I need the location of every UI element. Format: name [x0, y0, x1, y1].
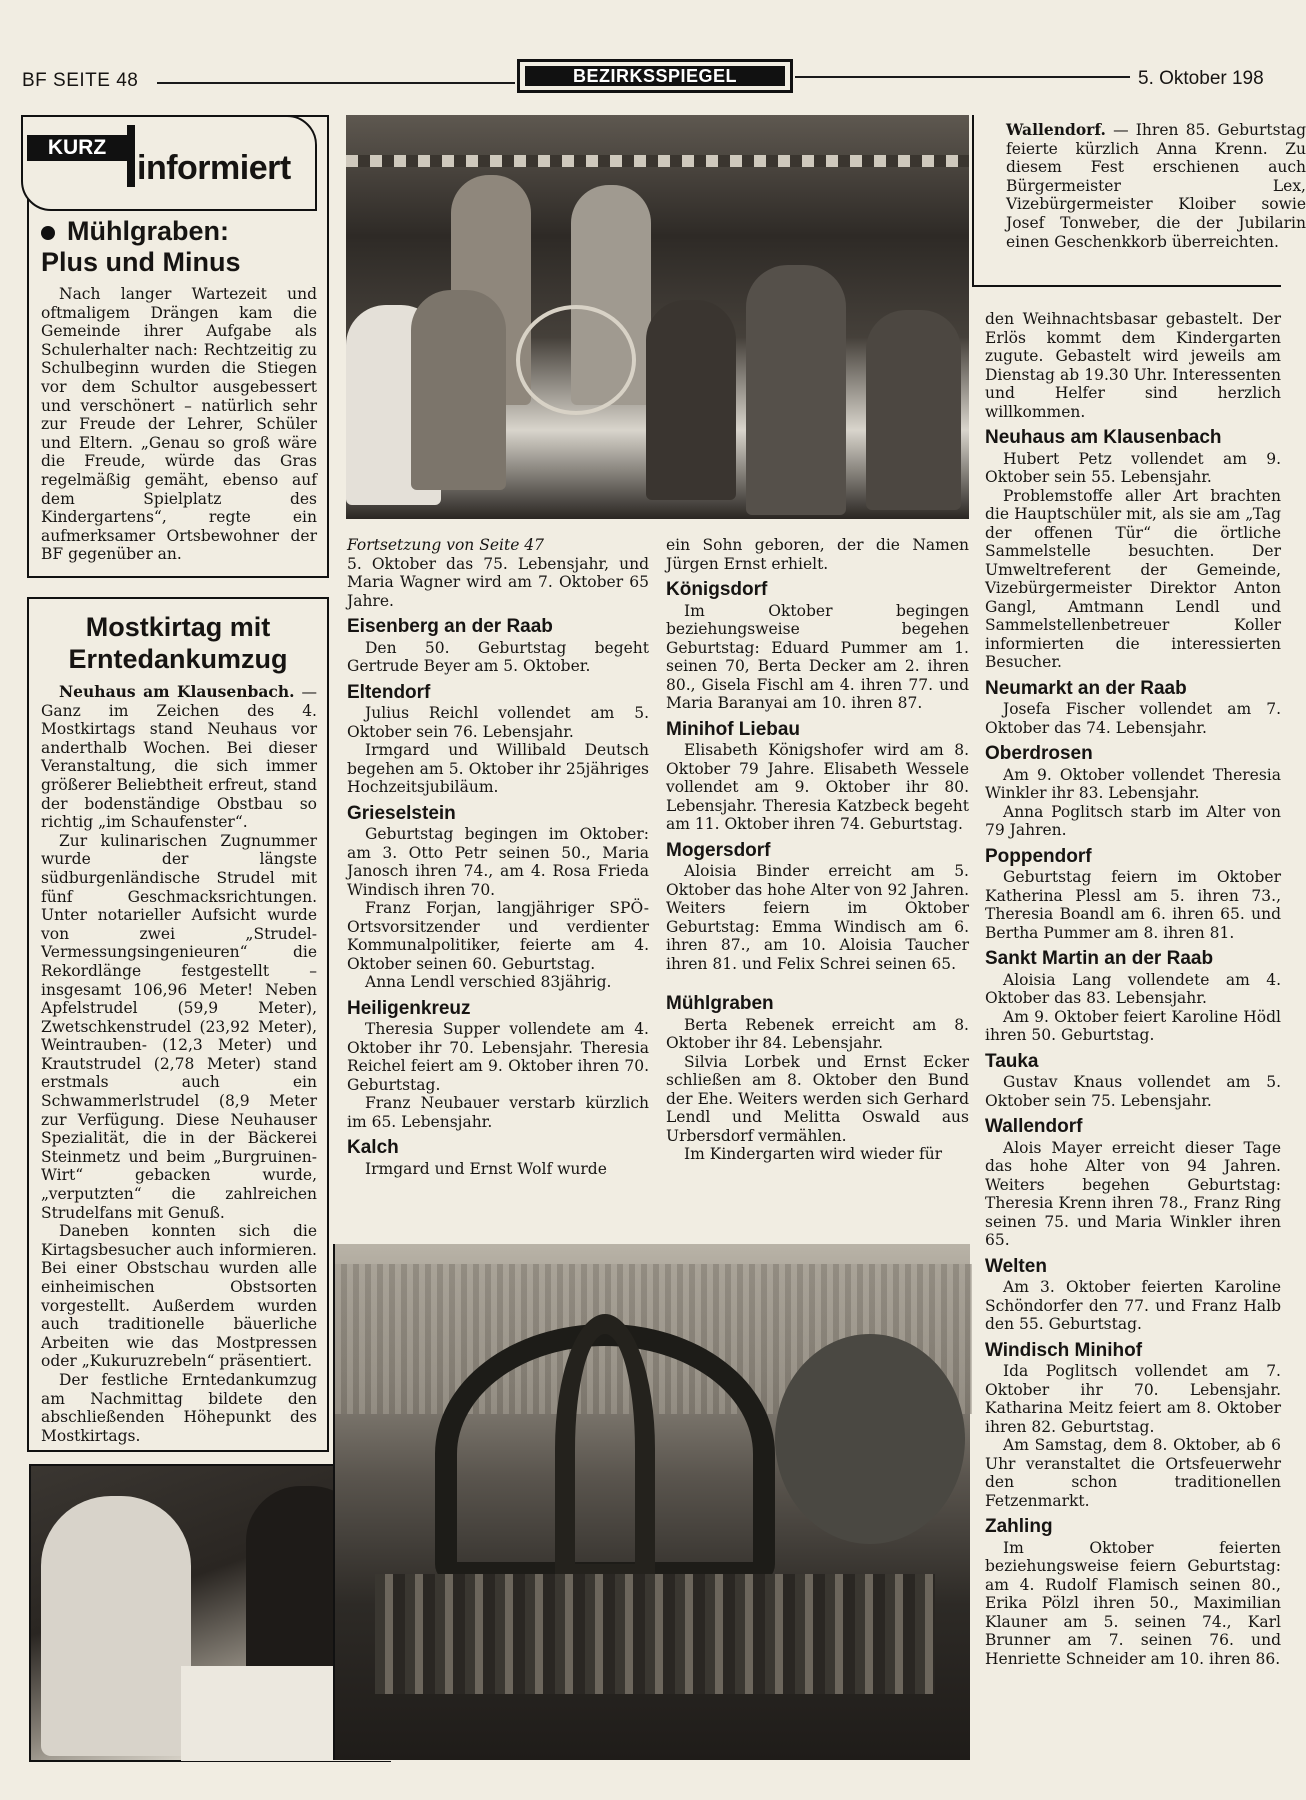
kurz-tag: KURZ	[27, 135, 127, 161]
section-paragraph: Anna Lendl verschied 83jährig.	[365, 973, 612, 991]
section-paragraph: Am Samstag, dem 8. Oktober, ab 6 Uhr veranstaltet die Ortsfeuerwehr den schon traditionellen Fetzenmarkt.	[985, 1436, 1281, 1510]
section-paragraph: Aloisia Lang vollendete am 4. Oktober das 83. Lebensjahr.	[985, 970, 1281, 1007]
section-heading-eltendorf: Eltendorf	[347, 681, 431, 703]
section-paragraph: Berta Rebenek erreicht am 8. Oktober ihr 84. Lebensjahr.	[666, 1015, 969, 1052]
col2-intro: 5. Oktober das 75. Lebensjahr, und Maria Wagner wird am 7. Oktober 65 Jahre.	[347, 554, 649, 610]
section-paragraph: Den 50. Geburtstag begeht Gertrude Beyer am 5. Oktober.	[347, 638, 649, 675]
section-heading-sankt-martin: Sankt Martin an der Raab	[985, 948, 1214, 969]
continuation-caption: Fortsetzung von Seite 47	[347, 536, 545, 554]
section-paragraph: Geburtstag begingen im Oktober: am 3. Otto Petr seinen 50., Maria Janosch ihren 74., am 4. Rosa Frieda Windisch ihren 70.	[347, 825, 649, 899]
section-paragraph: Am 3. Oktober feierten Karoline Schöndorfer den 77. und Franz Halb den 55. Geburtstag.	[985, 1278, 1281, 1333]
group-portrait-photo	[346, 115, 969, 519]
column-4	[985, 310, 1281, 1770]
kurz-headline: Mühlgraben: Plus und Minus	[41, 216, 241, 277]
kurz-bar	[127, 125, 135, 187]
kurz-paragraph: Nach langer Wartezeit und oftmaligem Drängen kam die Gemeinde ihrer Aufgabe als Schulerhalter nach: Rechtzeitig zu Schulbeginn wurden die Stiegen vor dem Schultor ausgebessert und verschönert – natürlich sehr zur Freude der Lehrer, Schüler und Eltern. „Genau so groß wäre die Freude, würde das Gras regelmäßig gemäht, ebenso auf dem Spielplatz des Kindergartens“, regte ein aufmerksamer Ortsbewohner der BF gegenüber an.	[41, 285, 317, 564]
decorated-wagon	[375, 1574, 935, 1694]
section-paragraph: Im Oktober feierten beziehungsweise feiern Geburtstag: am 4. Rudolf Flamisch seinen 80., Erika Pölzl ihren 50., Maximilian Klauner am 5. seinen 74., Karl Brunner am 7. seinen 76. und Henriette Schneider am 10. ihren 86.	[985, 1538, 1281, 1668]
section-heading-poppendorf: Poppendorf	[985, 845, 1092, 867]
section-heading-neuhaus: Neuhaus am Klausenbach	[985, 427, 1222, 448]
section-heading-kalch: Kalch	[347, 1137, 399, 1158]
tile-border	[346, 155, 969, 167]
wallendorf-box-body	[1006, 121, 1306, 251]
section-paragraph: Franz Neubauer verstarb kürzlich im 65. Lebensjahr.	[347, 1094, 649, 1131]
mostkirtag-body	[41, 683, 317, 1445]
section-paragraph: Am 9. Oktober feiert Karoline Hödl ihren 50. Geburtstag.	[985, 1007, 1281, 1044]
section-paragraph: Problemstoffe aller Art brachten die Hauptschüler mit, als sie am „Tag der offenen Tür“ die örtliche Sammelstelle besuchten. Der Umweltreferent der Gemeinde, Vizebürgermeister Direktor Anton Gangl, Amtmann Lendl und Sammelstellenbetreuer Koller informierten die interessierten Besucher.	[985, 486, 1281, 671]
wallendorf-box-paragraph: Wallendorf. — Ihren 85. Geburtstag feierte kürzlich Anna Krenn. Zu diesem Fest erschienen auch Bürgermeister Lex, Vizebürgermeister Kloiber sowie Josef Tonweber, die der Jubilarin einen Geschenkkorb überreichten.	[1006, 120, 1306, 251]
section-paragraph: Aloisia Binder erreicht am 5. Oktober das hohe Alter von 92 Jahren. Weiters feiern im Oktober Geburtstag: Emma Windisch am 6. ihren 87., am 10. Aloisia Taucher ihren 81. und Felix Schrei seinen 65.	[666, 862, 969, 973]
mostkirtag-box	[27, 597, 329, 1452]
section-heading-welten: Welten	[985, 1255, 1047, 1277]
kurz-badge-frame	[21, 115, 317, 211]
section-heading-neumarkt: Neumarkt an der Raab	[985, 677, 1187, 699]
person-figure	[866, 310, 961, 510]
mostkirtag-paragraph: Zur kulinarischen Zugnummer wurde der längste südburgenländische Strudel mit fünf Geschmacksrichtungen. Unter notarieller Aufsicht wurde von zwei „Strudel-Vermessungsingenieuren“ die Rekordlänge festgestellt – insgesamt 106,96 Meter! Neben Apfelstrudel (59,9 Meter), Zwetschkenstrudel (23,92 Meter), Weintrauben- (12,3 Meter) und Krautstrudel (2,78 Meter) stand erstmals auch ein Schwammerlstrudel (8,9 Meter zur Verfügung. Diese Neuhauser Spezialität, die in der Bäckerei Steinmetz und beim „Burgruinen-Wirt“ gebacken wurde, „verputzten“ die zahlreichen Strudelfans mit Genuß.	[41, 831, 317, 1222]
mostkirtag-paragraph: Daneben konnten sich die Kirtagsbesucher auch informieren. Bei einer Obstschau wurden alle einheimischen Obstsorten vorgestellt. Außerdem wurden auch traditionelle bäuerliche Arbeiten wie das Mostpressen oder „Kukuruzrebeln“ präsentiert.	[41, 1222, 317, 1371]
person-figure	[646, 300, 736, 500]
section-heading-mogersdorf: Mogersdorf	[666, 839, 771, 861]
section-paragraph: Josefa Fischer vollendet am 7. Oktober das 74. Lebensjahr.	[985, 700, 1281, 737]
section-heading-koenigsdorf: Königsdorf	[666, 579, 768, 600]
wallendorf-box	[972, 115, 1306, 287]
masthead	[517, 59, 793, 93]
section-heading-minihof-liebau: Minihof Liebau	[666, 718, 801, 740]
harvest-crown	[555, 1314, 655, 1584]
section-heading-grieselstein: Grieselstein	[347, 802, 456, 824]
masthead-label: BEZIRKSSPIEGEL	[525, 66, 785, 86]
section-heading-oberdrosen: Oberdrosen	[985, 743, 1093, 764]
section-paragraph: Silvia Lorbek und Ernst Ecker schließen am 8. Oktober den Bund der Ehe. Weiters werden sich Gerhard Lendl und Melitta Oswald aus Urbersdorf vermählen.	[666, 1052, 969, 1145]
section-paragraph: Geburtstag feiern im Oktober Katherina Plessl am 5. ihren 73., Theresia Boandl am 6. ihren 65. und Bertha Pummer am 8. ihren 81.	[985, 868, 1281, 942]
person-figure	[41, 1496, 191, 1756]
column-2	[347, 536, 649, 1226]
section-heading-wallendorf: Wallendorf	[985, 1116, 1083, 1137]
section-heading-heiligenkreuz: Heiligenkreuz	[347, 997, 471, 1019]
column-3	[666, 536, 969, 1226]
section-paragraph: Irmgard und Ernst Wolf wurde	[365, 1159, 607, 1178]
section-paragraph: Gustav Knaus vollendet am 5. Oktober sein 75. Lebensjahr.	[985, 1073, 1281, 1110]
kurz-title: informiert	[137, 149, 291, 187]
section-paragraph: Anna Poglitsch starb im Alter von 79 Jahren.	[985, 802, 1281, 839]
section-paragraph: Hubert Petz vollendet am 9. Oktober sein 55. Lebensjahr.	[985, 449, 1281, 486]
section-paragraph: Irmgard und Willibald Deutsch begehen am 5. Oktober ihr 25jähriges Hochzeitsjubiläum.	[347, 741, 649, 796]
kurz-body	[41, 285, 317, 564]
wallendorf-box-dateline: Wallendorf.	[1006, 120, 1106, 139]
section-paragraph: Im Kindergarten wird wieder für	[684, 1145, 943, 1163]
col4-intro: den Weihnachtsbasar gebastelt. Der Erlös kommt dem Kindergarten zugute. Gebastelt wird jeweils am Dienstag ab 19.30 Uhr. Interessenten und Helfer sind herzlich willkommen.	[985, 310, 1281, 421]
section-paragraph: Im Oktober begingen beziehungsweise begehen Geburtstag: Eduard Pummer am 1. seinen 70, Berta Decker am 2. ihren 80., Gisela Fischl am 4. ihren 77. und Maria Baranyai am 10. ihren 87.	[666, 601, 969, 712]
mostkirtag-headline: Mostkirtag mit Erntedankumzug	[68, 612, 288, 674]
mostkirtag-paragraph: Der festliche Erntedankumzug am Nachmittag bildete den abschließenden Höhepunkt des Mostkirtags.	[41, 1370, 317, 1445]
harvest-crown-photo	[333, 1244, 970, 1760]
section-paragraph: Ida Poglitsch vollendet am 7. Oktober ihr 70. Lebensjahr. Katharina Meitz feiert am 8. Oktober ihren 82. Geburtstag.	[985, 1362, 1281, 1436]
gift-basket	[516, 305, 636, 415]
person-figure	[746, 265, 846, 515]
mostkirtag-paragraph: Neuhaus am Klausenbach. — Ganz im Zeichen des 4. Mostkirtags stand Neuhaus vor anderthalb Wochen. Bei dieser Veranstaltung, die sich immer größerer Beliebtheit erfreut, stand der bodenständige Obstbau so richtig „im Schaufenster“.	[41, 682, 317, 832]
header-rule-right	[795, 76, 1130, 78]
issue-date: 5. Oktober 198	[1138, 68, 1264, 89]
mostkirtag-dateline: Neuhaus am Klausenbach.	[59, 682, 295, 701]
section-heading-windisch-minihof: Windisch Minihof	[985, 1339, 1143, 1361]
section-paragraph: Julius Reichl vollendet am 5. Oktober sein 76. Lebensjahr.	[347, 704, 649, 741]
section-paragraph: Alois Mayer erreicht dieser Tage das hohe Alter von 94 Jahren. Weiters begehen Geburtstag: Theresia Krenn ihren 78., Franz Ring seinen 75. und Maria Winkler ihren 65.	[985, 1138, 1281, 1249]
section-paragraph: Franz Forjan, langjähriger SPÖ-Ortsvorsitzender und verdienter Kommunalpolitiker, feierte am 4. Oktober seinen 60. Geburtstag.	[347, 899, 649, 973]
tree	[775, 1334, 965, 1544]
section-heading-zahling: Zahling	[985, 1516, 1053, 1537]
section-paragraph: Theresia Supper vollendete am 4. Oktober ihr 70. Lebensjahr. Theresia Reichel feiert am 9. Oktober ihren 70. Geburtstag.	[347, 1020, 649, 1094]
person-figure	[411, 290, 506, 490]
section-heading-eisenberg: Eisenberg an der Raab	[347, 616, 553, 637]
section-paragraph: Elisabeth Königshofer wird am 8. Oktober 79 Jahre. Elisabeth Wessele vollendet am 9. Oktober ihr 80. Lebensjahr. Theresia Katzbeck begeht am 11. Oktober ihren 74. Geburtstag.	[666, 741, 969, 833]
section-heading-tauka: Tauka	[985, 1050, 1039, 1072]
kurz-informiert-box	[27, 115, 329, 578]
col3-intro: ein Sohn geboren, der die Namen Jürgen Ernst erhielt.	[666, 536, 969, 573]
page-number: BF SEITE 48	[22, 70, 139, 91]
section-paragraph: Am 9. Oktober vollendet Theresia Winkler ihr 83. Lebensjahr.	[985, 765, 1281, 802]
bullet-icon	[41, 226, 55, 240]
header-rule-left	[157, 82, 515, 84]
section-heading-muehlgraben: Mühlgraben	[666, 993, 774, 1014]
